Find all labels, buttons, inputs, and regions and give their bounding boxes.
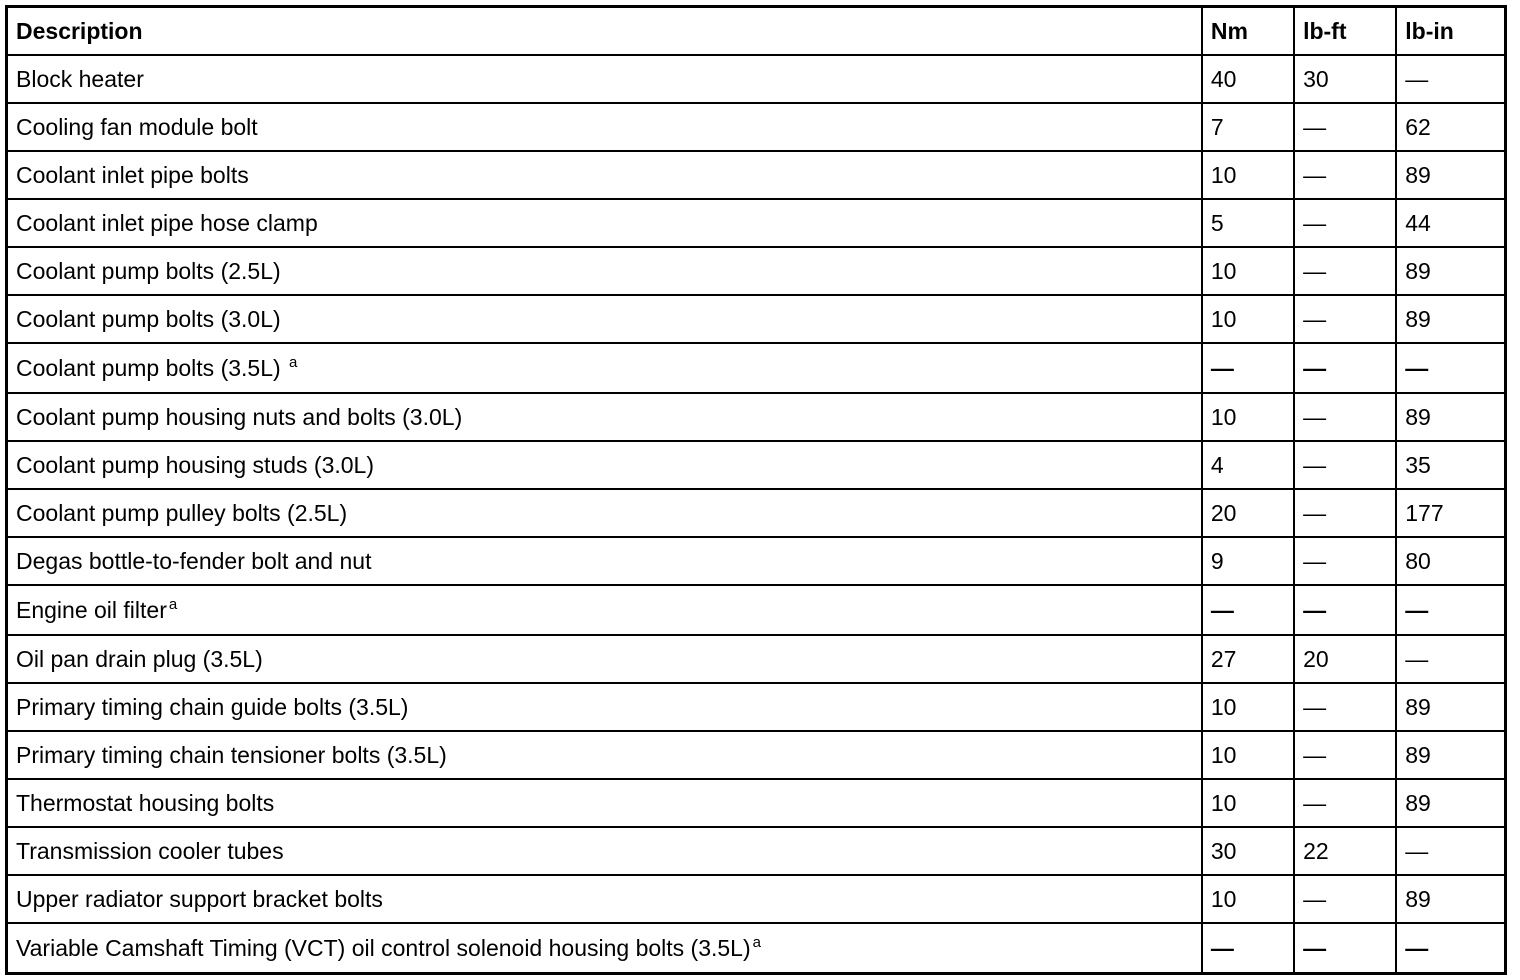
table-row bbox=[7, 247, 1506, 295]
footnote-marker: a bbox=[289, 353, 298, 371]
description-text: Engine oil filter bbox=[16, 596, 167, 623]
table-row bbox=[7, 393, 1506, 441]
cell-lbin: — bbox=[1396, 635, 1505, 683]
cell-nm: 10 bbox=[1202, 393, 1294, 441]
cell-nm: 4 bbox=[1202, 441, 1294, 489]
cell-lbin: 89 bbox=[1396, 151, 1505, 199]
cell-description bbox=[7, 923, 1202, 974]
cell-lbin: 80 bbox=[1396, 537, 1505, 585]
cell-lbin: 89 bbox=[1396, 247, 1505, 295]
table-row bbox=[7, 585, 1506, 635]
description-text: Coolant pump bolts (2.5L) bbox=[16, 257, 281, 284]
cell-description bbox=[7, 393, 1202, 441]
cell-lbft: — bbox=[1294, 295, 1396, 343]
description-text: Thermostat housing bolts bbox=[16, 789, 275, 816]
torque-specifications-table bbox=[5, 5, 1507, 975]
table-row bbox=[7, 875, 1506, 923]
cell-nm: 10 bbox=[1202, 731, 1294, 779]
table-row bbox=[7, 489, 1506, 537]
cell-lbft: — bbox=[1294, 537, 1396, 585]
table-row bbox=[7, 683, 1506, 731]
description-text: Variable Camshaft Timing (VCT) oil control solenoid housing bolts (3.5L) bbox=[16, 934, 751, 961]
description-text: Coolant inlet pipe hose clamp bbox=[16, 209, 318, 236]
cell-nm: 5 bbox=[1202, 199, 1294, 247]
cell-lbft: — bbox=[1294, 875, 1396, 923]
cell-lbin: — bbox=[1396, 55, 1505, 103]
cell-nm: 10 bbox=[1202, 875, 1294, 923]
table-header-row bbox=[7, 7, 1506, 56]
cell-lbin: 177 bbox=[1396, 489, 1505, 537]
cell-nm: 7 bbox=[1202, 103, 1294, 151]
cell-lbin: 89 bbox=[1396, 393, 1505, 441]
description-text: Coolant pump bolts (3.0L) bbox=[16, 305, 281, 332]
description-text: Transmission cooler tubes bbox=[16, 837, 284, 864]
cell-description bbox=[7, 199, 1202, 247]
cell-lbin: 89 bbox=[1396, 731, 1505, 779]
description-text: Coolant inlet pipe bolts bbox=[16, 161, 249, 188]
header-nm: Nm bbox=[1202, 7, 1294, 56]
cell-lbft: 20 bbox=[1294, 635, 1396, 683]
cell-nm: 10 bbox=[1202, 151, 1294, 199]
table-row bbox=[7, 103, 1506, 151]
cell-description bbox=[7, 683, 1202, 731]
cell-lbin: 89 bbox=[1396, 779, 1505, 827]
cell-lbft: — bbox=[1294, 585, 1396, 635]
cell-lbin: 89 bbox=[1396, 875, 1505, 923]
cell-lbft: — bbox=[1294, 247, 1396, 295]
cell-description bbox=[7, 779, 1202, 827]
cell-lbft: — bbox=[1294, 199, 1396, 247]
cell-nm: 27 bbox=[1202, 635, 1294, 683]
cell-description bbox=[7, 343, 1202, 393]
cell-nm: — bbox=[1202, 343, 1294, 393]
description-text: Primary timing chain guide bolts (3.5L) bbox=[16, 693, 409, 720]
cell-description bbox=[7, 151, 1202, 199]
cell-lbft: — bbox=[1294, 343, 1396, 393]
description-text: Upper radiator support bracket bolts bbox=[16, 885, 383, 912]
header-lbin: lb-in bbox=[1396, 7, 1505, 56]
table-row bbox=[7, 779, 1506, 827]
table-row bbox=[7, 731, 1506, 779]
description-text: Coolant pump housing nuts and bolts (3.0L) bbox=[16, 403, 463, 430]
cell-description bbox=[7, 827, 1202, 875]
cell-lbft: — bbox=[1294, 489, 1396, 537]
table-row bbox=[7, 199, 1506, 247]
cell-nm: 10 bbox=[1202, 683, 1294, 731]
cell-lbft: — bbox=[1294, 923, 1396, 974]
cell-lbft: — bbox=[1294, 103, 1396, 151]
cell-lbft: — bbox=[1294, 151, 1396, 199]
cell-description bbox=[7, 585, 1202, 635]
cell-lbft: 22 bbox=[1294, 827, 1396, 875]
cell-nm: 10 bbox=[1202, 779, 1294, 827]
cell-nm: 30 bbox=[1202, 827, 1294, 875]
cell-nm: — bbox=[1202, 923, 1294, 974]
cell-description bbox=[7, 55, 1202, 103]
table-row bbox=[7, 635, 1506, 683]
table-row bbox=[7, 537, 1506, 585]
table-row bbox=[7, 343, 1506, 393]
cell-lbin: 35 bbox=[1396, 441, 1505, 489]
cell-lbin: 89 bbox=[1396, 683, 1505, 731]
cell-nm: 20 bbox=[1202, 489, 1294, 537]
cell-lbin: 89 bbox=[1396, 295, 1505, 343]
header-description: Description bbox=[7, 7, 1202, 56]
cell-nm: 10 bbox=[1202, 247, 1294, 295]
cell-description bbox=[7, 295, 1202, 343]
cell-nm: 40 bbox=[1202, 55, 1294, 103]
cell-description bbox=[7, 875, 1202, 923]
cell-description bbox=[7, 635, 1202, 683]
description-text: Coolant pump housing studs (3.0L) bbox=[16, 451, 374, 478]
cell-description bbox=[7, 247, 1202, 295]
cell-lbft: — bbox=[1294, 683, 1396, 731]
cell-lbft: — bbox=[1294, 779, 1396, 827]
description-text: Block heater bbox=[16, 65, 144, 92]
cell-lbft: — bbox=[1294, 393, 1396, 441]
cell-lbin: — bbox=[1396, 343, 1505, 393]
description-text: Cooling fan module bolt bbox=[16, 113, 258, 140]
cell-lbin: — bbox=[1396, 585, 1505, 635]
cell-description bbox=[7, 731, 1202, 779]
description-text: Primary timing chain tensioner bolts (3.5L) bbox=[16, 741, 447, 768]
cell-lbft: 30 bbox=[1294, 55, 1396, 103]
footnote-marker: a bbox=[752, 933, 761, 951]
cell-nm: 10 bbox=[1202, 295, 1294, 343]
header-lbft: lb-ft bbox=[1294, 7, 1396, 56]
table-row bbox=[7, 295, 1506, 343]
cell-description bbox=[7, 441, 1202, 489]
table-row bbox=[7, 441, 1506, 489]
table-row bbox=[7, 55, 1506, 103]
cell-lbin: — bbox=[1396, 827, 1505, 875]
table-row bbox=[7, 923, 1506, 974]
table-row bbox=[7, 827, 1506, 875]
cell-description bbox=[7, 537, 1202, 585]
cell-nm: — bbox=[1202, 585, 1294, 635]
cell-lbin: 62 bbox=[1396, 103, 1505, 151]
cell-nm: 9 bbox=[1202, 537, 1294, 585]
description-text: Degas bottle-to-fender bolt and nut bbox=[16, 547, 372, 574]
footnote-marker: a bbox=[168, 595, 178, 613]
table-row bbox=[7, 151, 1506, 199]
cell-description bbox=[7, 489, 1202, 537]
description-text: Coolant pump pulley bolts (2.5L) bbox=[16, 499, 348, 526]
cell-lbin: 44 bbox=[1396, 199, 1505, 247]
table-body bbox=[7, 55, 1506, 974]
description-text: Coolant pump bolts (3.5L) bbox=[16, 354, 288, 381]
cell-lbft: — bbox=[1294, 441, 1396, 489]
description-text: Oil pan drain plug (3.5L) bbox=[16, 645, 263, 672]
cell-lbin: — bbox=[1396, 923, 1505, 974]
cell-lbft: — bbox=[1294, 731, 1396, 779]
cell-description bbox=[7, 103, 1202, 151]
